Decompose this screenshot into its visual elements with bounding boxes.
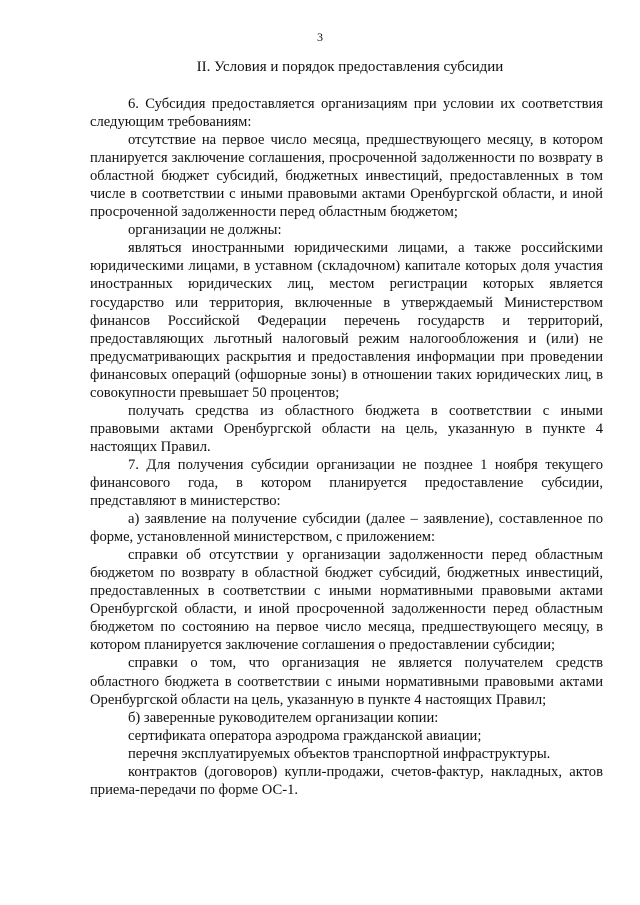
paragraph-foreign-entities: являться иностранными юридическими лицами, а также российскими юридическими лицами, в уставном (складочном) капитале которых доля участия иностранных юридических лиц, местом регистрации которых является государство или территория, включенные в утверждаемый Министерством финансов Российской Федерации перечень государств и территорий, предоставляющих льготный налоговый режим налогообложения и (или) не предусматривающих раскрытия и предоставления информации при проведении финансовых операций (офшорные зоны) в отношении таких юридических лиц, в совокупности превышает 50 процентов; [90,240,603,401]
document-body [90,95,603,799]
paragraph-aerodrome-certificate: сертификата оператора аэродрома гражданской авиации; [128,727,482,744]
paragraph-recipient-certificate: справки о том, что организация не является получателем средств областного бюджета в соответствии с иными нормативными правовыми актами Оренбургской области на цель, указанную в пункте 4 настоящих Правил; [90,655,603,708]
paragraph-application: а) заявление на получение субсидии (далее – заявление), составленное по форме, установленной министерством, с приложением: [90,511,603,546]
paragraph-certified-copies: б) заверенные руководителем организации копии: [128,709,439,726]
paragraph-no-debt-requirement: отсутствие на первое число месяца, предшествующего месяцу, в котором планируется заключение соглашения, просроченной задолженности по возврату в областной бюджет субсидий, бюджетных инвестиций, предоставленных в том числе в соответствии с иными правовыми актами Оренбургской области, и иной просроченной задолженности перед областным бюджетом; [90,132,603,221]
paragraph-infrastructure-list: перечня эксплуатируемых объектов транспортной инфраструктуры. [128,745,551,762]
section-heading: II. Условия и порядок предоставления субсидии [196,59,504,75]
paragraph-contracts: контрактов (договоров) купли-продажи, счетов-фактур, накладных, актов приема-передачи по форме ОС-1. [90,763,603,798]
paragraph-debt-certificate: справки об отсутствии у организации задолженности перед областным бюджетом по возврату в областной бюджет субсидий, бюджетных инвестиций, предоставленных в соответствии с иными нормативными правовыми актами Оренбургской области, и иной просроченной задолженности перед областным бюджетом по состоянию на первое число месяца, предшествующего месяцу, в котором планируется заключение соглашения о предоставлении субсидии; [90,547,603,654]
page-number: 3 [317,30,323,44]
paragraph-must-not: организации не должны: [128,222,282,239]
paragraph-6-intro: 6. Субсидия предоставляется организациям при условии их соответствия следующим требованиям: [90,96,603,131]
paragraph-7-intro: 7. Для получения субсидии организации не позднее 1 ноября текущего финансового года, в котором планируется предоставление субсидии, представляют в министерство: [90,456,603,510]
paragraph-other-funding: получать средства из областного бюджета в соответствии с иными правовыми актами Оренбургской области на цель, указанную в пункте 4 настоящих Правил. [90,402,603,455]
